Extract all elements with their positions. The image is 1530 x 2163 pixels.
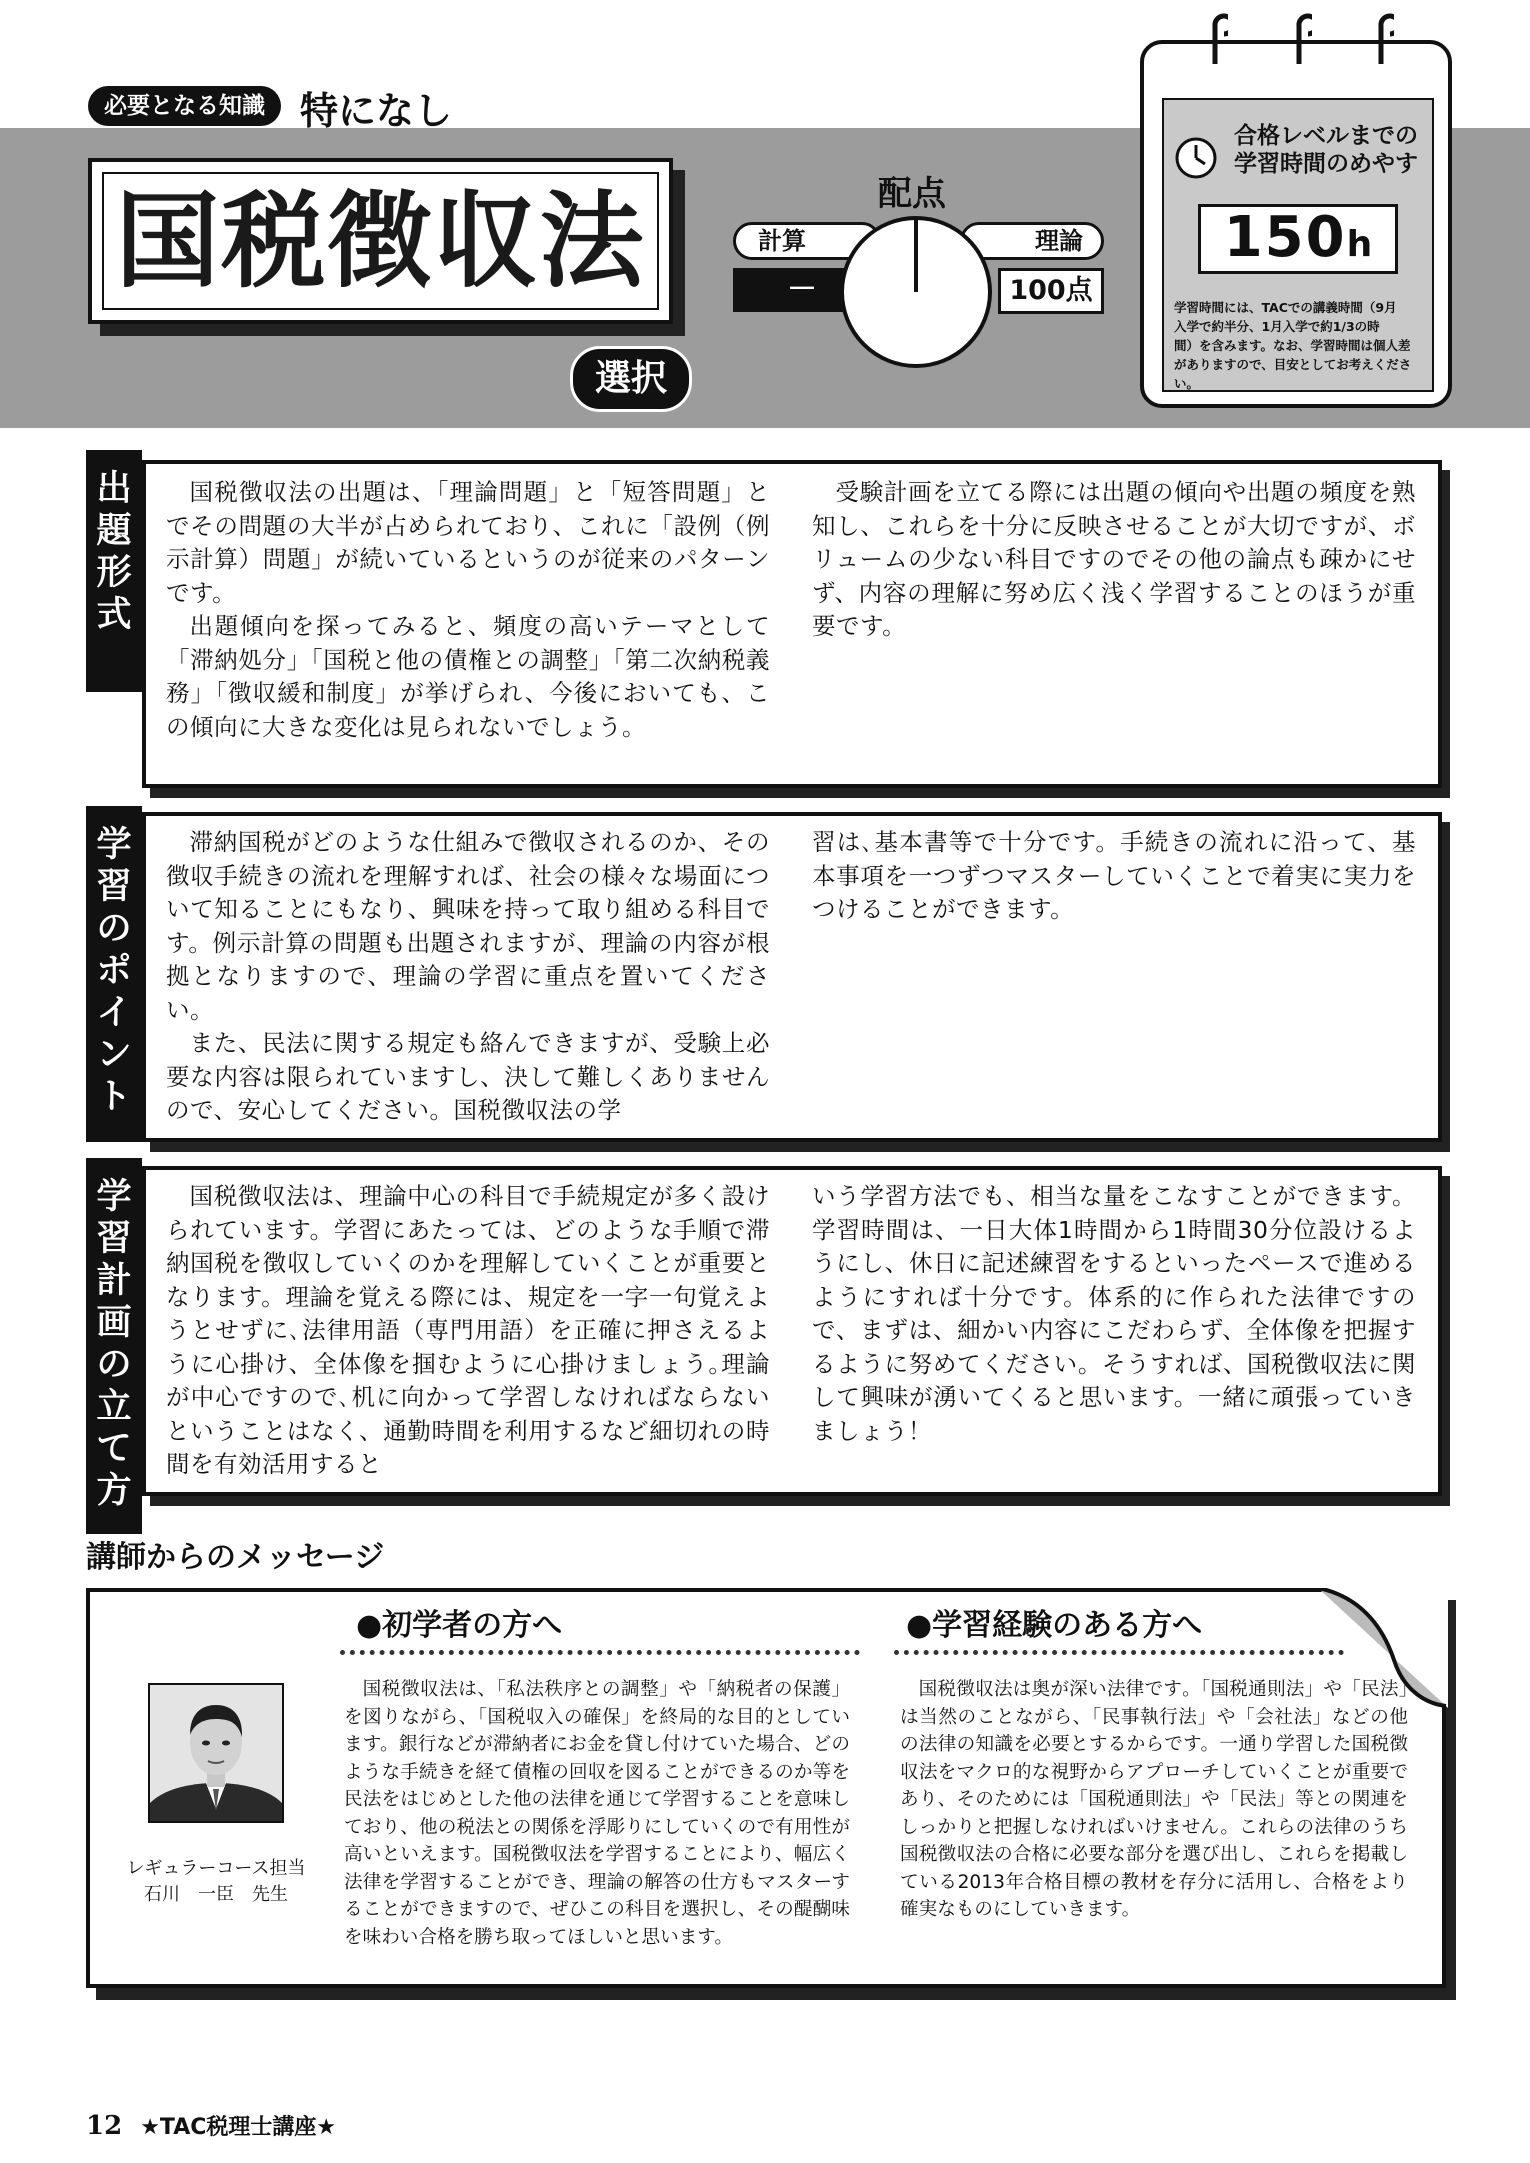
paragraph: 国税徴収法の出題は、「理論問題」と「短答問題」とでその問題の大半が占められており、これに「設例（例示計算）問題」が続いているというのが従来のパターンです。 [166,478,770,607]
teacher-role: レギュラーコース担当 [126,1858,306,1879]
teacher-photo [148,1683,284,1823]
teacher-caption [116,1856,316,1908]
subject-title-frame [102,172,659,310]
exam-format-left-column [166,476,770,744]
paragraph: 国税徴収法は奥が深い法律です｡「国税通則法」や「民法」は当然のことながら、「民事執行法」や「会社法」などの他の法律の知識を必要とするからです。一通り学習した国税徴収法をマクロ的な視野からアプローチしていくことが重要であり、そのためには「国税通則法」や「民法」等との関連をしっかりと把握しなければいけません。これらの法律のうち国税徴収法の合格に必要な部分を選び出し、これらを掲載している2013年合格目標の教材を存分に活用し、合格をより確実なものにしていきます。 [900,1679,1408,1920]
paragraph: 受験計画を立てる際には出題の傾向や出題の頻度を熟知し、これらを十分に反映させることが大切ですが、ボリュームの少ない科目ですのでその他の論点も疎かにせず、内容の理解に努め広く浅く学習することのほうが重要です。 [812,478,1416,640]
tab-char: の [96,1345,132,1385]
theory-value: 100点 [998,268,1104,314]
beginner-message [344,1676,850,1951]
study-time-note-line: 間）を含みます。なお、学習時間は個人差 [1174,338,1411,353]
publisher: ★TAC税理士講座★ [140,2115,337,2140]
teacher-name: 石川 一臣 先生 [144,1884,288,1905]
study-hours-number: 150 [1223,205,1347,270]
tab-char: 計 [96,1261,132,1301]
study-time-note-line: がありますので、目安としてお考えください。 [1174,357,1412,391]
paragraph: 国税徴収法は、「私法秩序との調整」や「納税者の保護」を図りながら、「国税収入の確保」を終局的な目的としています。銀行などが滞納者にお金を貸し付けていた場合、どのような手続きを経て債権の回収を図ることができるのか等を民法をはじめとした他の法律を通じて学習することを意味しており、他の税法との関係を浮彫りにしていくので有用性が高いといえます。国税徴収法を学習することにより、幅広く法律を学習することができ、理論の解答の仕方もマスターすることができますので、ぜひこの科目を選択し、その醍醐味を味わい合格を勝ち取ってほしいと思います。 [344,1679,850,1948]
calc-value: － [733,268,871,312]
paragraph: いう学習方法でも、相当な量をこなすことができます。学習時間は、一日大体1時間から1時間30分位設けるようにし、休日に記述練習をするといったペースで進めるようにすれば十分です。体系的に作られた法律ですので、まずは、細かい内容にこだわらず、全体像を把握するように努めてください。そうすれば、国税徴収法に関して興味が湧いてくると思います。一緒に頑張っていきましょう！ [812,1182,1416,1445]
section-tab-study-plan [86,1158,142,1534]
study-plan-right-column [812,1180,1416,1448]
binder-ring-icon [1286,10,1312,68]
study-hours-unit: h [1346,224,1373,265]
paragraph: 滞納国税がどのような仕組みで徴収されるのか、その徴収手続きの流れを理解すれば、社会の様々な場面について知ることにもなり、興味を持って取り組める科目です。例示計算の問題も出題されますが、理論の内容が根拠となりますので、理論の学習に重点を置いてください。 [166,828,770,1024]
study-time-card [1140,40,1452,408]
tab-char: 式 [96,595,132,635]
study-time-heading-line2: 学習時間のめやす [1234,151,1418,177]
experienced-heading: ●学習経験のある方へ [906,1608,1203,1643]
tab-char: 画 [96,1303,132,1343]
study-time-note-line: 入学で約半分、1月入学で約1/3の時 [1174,319,1380,334]
tab-char: 形 [96,553,132,593]
exam-format-right-column [812,476,1416,644]
tab-char: ト [96,1077,132,1117]
score-gauge-icon [838,214,994,370]
tab-char: 学 [96,1177,132,1217]
tab-char: 習 [96,1219,132,1259]
score-label: 配点 [878,174,946,214]
study-plan-left-column [166,1180,770,1482]
beginner-heading: ●初学者の方へ [356,1608,563,1643]
tab-char: ン [96,1035,132,1075]
study-points-left-column [166,826,770,1128]
page-footer [86,2110,336,2141]
section-tab-study-points [86,806,142,1142]
subject-title: 国税徴収法 [115,180,646,302]
message-title: 講師からのメッセージ [86,1540,385,1575]
tab-char: 学 [96,825,132,865]
binder-ring-icon [1368,10,1394,68]
paragraph: 出題傾向を探ってみると、頻度の高いテーマとして「滞納処分」「国税と他の債権との調整」「第二次納税義務」「徴収緩和制度」が挙げられ、今後においても、この傾向に大きな変化は見られないでしょう。 [166,612,770,741]
theory-label: 理論 [960,222,1104,260]
beginner-divider [340,1650,860,1655]
study-points-right-column [812,826,1416,927]
study-time-note [1174,298,1424,393]
study-time-heading [1224,122,1428,178]
tab-char: ポ [96,951,132,991]
required-knowledge-label: 必要となる知識 [88,86,281,126]
section-tab-exam-format [86,450,142,692]
tab-char: 立 [96,1387,132,1427]
paragraph: また、民法に関する規定も絡んできますが、受験上必要な内容は限られていますし、決して難しくありませんので、安心してください。国税徴収法の学 [166,1029,770,1124]
paragraph: 国税徴収法は、理論中心の科目で手続規定が多く設けられています。学習にあたっては、どのような手順で滞納国税を徴収していくのかを理解していくことが重要となります。理論を覚える際には、規定を一字一句覚えようとせずに､法律用語（専門用語）を正確に押さえるように心掛け、全体像を掴むように心掛けましょう｡理論が中心ですので､机に向かって学習しなければならないということはなく、通勤時間を利用するなど細切れの時間を有効活用すると [166,1182,770,1478]
study-time-panel [1162,98,1434,392]
study-hours [1198,204,1398,274]
required-knowledge-value: 特になし [300,89,453,133]
tab-char: の [96,909,132,949]
tab-char: 習 [96,867,132,907]
experienced-message [900,1676,1408,1924]
clock-icon [1174,136,1218,180]
calc-label: 計算 [733,222,881,260]
tab-char: 方 [96,1471,132,1511]
paragraph: 習は､基本書等で十分です。手続きの流れに沿って、基本事項を一つずつマスターしていくことで着実に実力をつけることができます。 [812,828,1416,923]
binder-ring-icon [1202,10,1228,68]
tab-char: 出 [96,469,132,509]
teacher-portrait-icon [150,1685,282,1821]
experienced-divider [894,1650,1344,1655]
study-time-note-line: 学習時間には、TACでの講義時間（9月 [1174,300,1397,315]
tab-char: イ [96,993,132,1033]
subject-title-box [88,158,673,324]
study-time-heading-line1: 合格レベルまでの [1234,123,1418,149]
tab-char: 題 [96,511,132,551]
subject-type-badge: 選択 [570,346,692,412]
page-number: 12 [86,2111,123,2141]
tab-char: て [96,1429,132,1469]
